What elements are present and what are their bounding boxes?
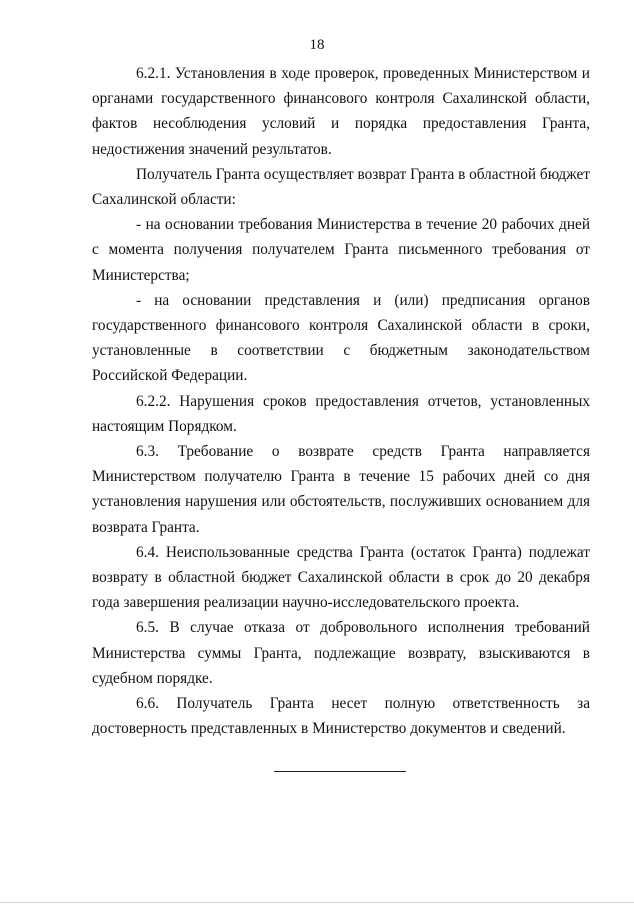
paragraph-6-3: 6.3. Требование о возврате средств Гранта направляется Министерством получателю Гранта в течение 15 рабочих дней со дня установления нарушения или обстоятельств, послуживших основанием для возврата Гранта.: [92, 443, 590, 536]
paragraph-return-intro: Получатель Гранта осуществляет возврат Гранта в областной бюджет Сахалинской области:: [92, 165, 590, 209]
paragraph-6-5: 6.5. В случае отказа от добровольного исполнения требований Министерства суммы Гранта, подлежащие возврату, взыскиваются в судебном порядке.: [92, 619, 590, 687]
paragraph-6-2-2: 6.2.2. Нарушения сроков предоставления отчетов, установленных настоящим Порядком.: [92, 392, 590, 435]
paragraph-ministry-requirement: - на основании требования Министерства в течение 20 рабочих дней с момента получения получателем Гранта письменного требования от Министерства;: [92, 216, 590, 284]
scan-bottom-edge: [0, 902, 634, 903]
paragraph-6-2-1: 6.2.1. Установления в ходе проверок, проведенных Министерством и органами государственного финансового контроля Сахалинской области, фактов несоблюдения условий и порядка предоставления Гранта, недостижения значений результатов.: [92, 65, 590, 158]
paragraph-6-4: 6.4. Неиспользованные средства Гранта (остаток Гранта) подлежат возврату в областной бюджет Сахалинской области в срок до 20 декабря года завершения реализации научно-исследовательского проекта.: [92, 543, 590, 612]
paragraph-control-bodies: - на основании представления и (или) предписания органов государственного финансового контроля Сахалинской области в сроки, установленные в соответствии с бюджетным законодательством Российской Федерации.: [92, 291, 590, 385]
document-body: [92, 61, 590, 741]
closing-rule: [274, 771, 406, 772]
paragraph-6-6: 6.6. Получатель Гранта несет полную ответственность за достоверность представленных в Министерство документов и сведений.: [92, 695, 590, 738]
page-number: 18: [309, 37, 325, 53]
